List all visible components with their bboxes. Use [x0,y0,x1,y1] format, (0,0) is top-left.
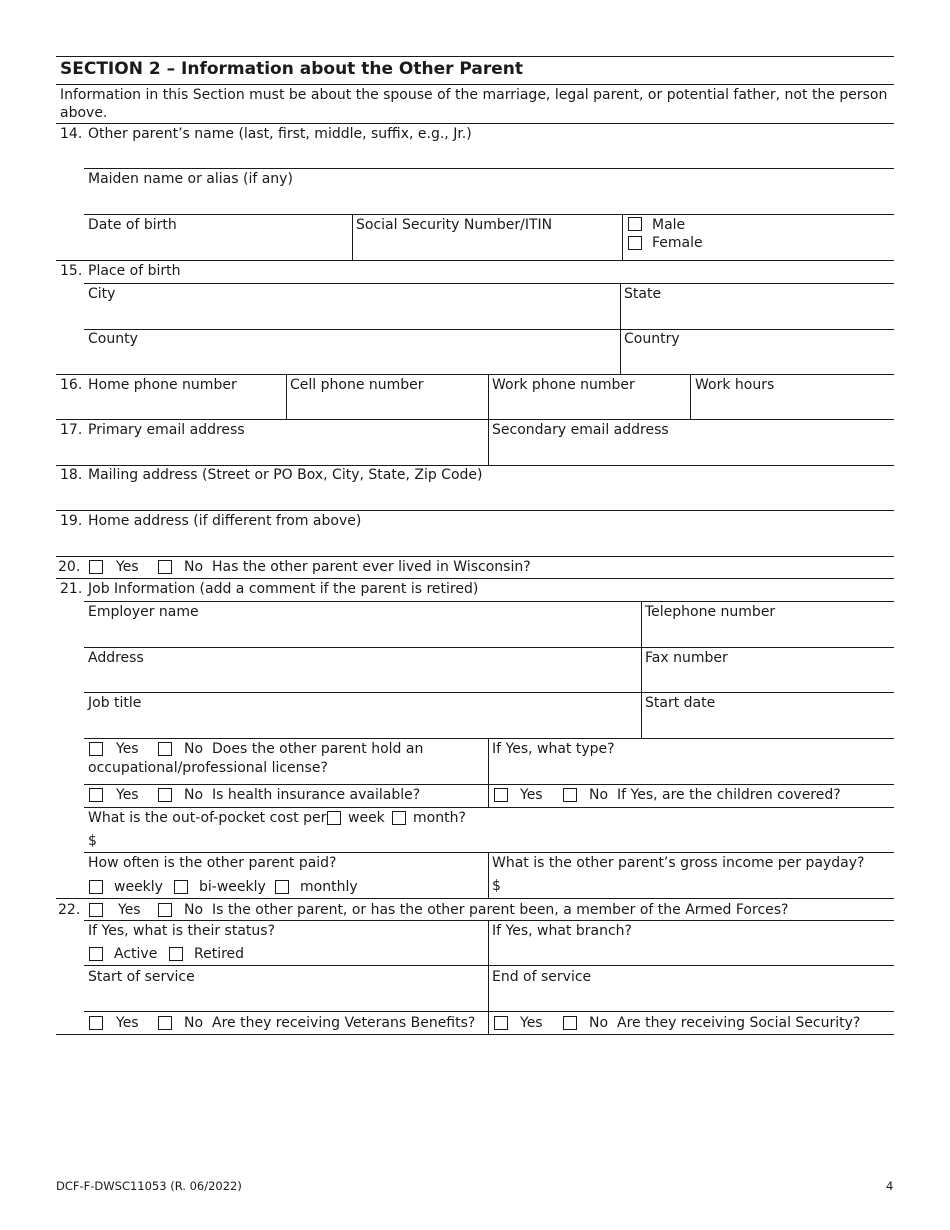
ssn-label: Social Security Number/ITIN [356,217,553,233]
week-checkbox[interactable] [327,811,341,825]
retired-label: Retired [194,946,245,962]
q19-number: 19. [60,513,83,529]
cell-phone-label: Cell phone number [290,377,424,393]
q22-number: 22. [58,902,81,918]
other-parent-name-field[interactable] [84,145,894,167]
cost-label: What is the out-of-pocket cost per [88,810,327,826]
armed-forces-no-label: No [184,902,204,918]
q20-number: 20. [58,559,81,575]
start-of-service-label: Start of service [88,969,195,985]
covered-yes-checkbox[interactable] [494,788,508,802]
cost-dollar-sign: $ [88,833,97,849]
social-security-no-checkbox[interactable] [563,1016,577,1030]
start-date-label: Start date [645,695,716,711]
veterans-yes-checkbox[interactable] [89,1016,103,1030]
page-number: 4 [886,1179,894,1193]
q16-number: 16. [60,377,83,393]
job-title-label: Job title [88,695,142,711]
veterans-yes-label: Yes [116,1015,139,1031]
wisconsin-yes-label: Yes [116,559,139,575]
insurance-question: Is health insurance available? [212,787,421,803]
covered-yes-label: Yes [520,787,543,803]
insurance-yes-label: Yes [116,787,139,803]
primary-email-label: Primary email address [88,422,245,438]
veterans-no-label: No [184,1015,204,1031]
pay-frequency-label: How often is the other parent paid? [88,855,337,871]
covered-no-checkbox[interactable] [563,788,577,802]
social-security-question: Are they receiving Social Security? [617,1015,861,1031]
license-type-field[interactable] [489,760,893,783]
q18-number: 18. [60,467,83,483]
month-checkbox[interactable] [392,811,406,825]
q21-number: 21. [60,581,83,597]
maiden-name-label: Maiden name or alias (if any) [88,171,293,187]
job-info-label: Job Information (add a comment if the parent is retired) [88,581,479,597]
license-no-label: No [184,741,204,757]
home-phone-label: Home phone number [88,377,237,393]
female-label: Female [652,235,703,251]
armed-forces-question: Is the other parent, or has the other parent been, a member of the Armed Forces? [212,902,789,918]
employer-phone-field[interactable] [642,623,893,646]
male-checkbox[interactable] [628,217,642,231]
cost-amount-field[interactable] [100,830,480,851]
job-title-field[interactable] [84,714,639,737]
dob-label: Date of birth [88,217,177,233]
wisconsin-no-checkbox[interactable] [158,560,172,574]
start-of-service-field[interactable] [84,988,487,1010]
license-yes-checkbox[interactable] [89,742,103,756]
wisconsin-no-label: No [184,559,204,575]
license-question-cont: occupational/professional license? [88,760,328,776]
secondary-email-field[interactable] [489,441,893,464]
license-yes-label: Yes [116,741,139,757]
ssn-field[interactable] [353,236,619,259]
state-label: State [624,286,662,302]
fax-field[interactable] [642,669,893,691]
employer-name-field[interactable] [84,623,639,646]
status-label: If Yes, what is their status? [88,923,276,939]
q17-number: 17. [60,422,83,438]
secondary-email-label: Secondary email address [492,422,669,438]
home-address-field[interactable] [84,532,894,555]
retired-checkbox[interactable] [169,947,183,961]
section-intro: Information in this Section must be about the spouse of the marriage, legal parent, or potential father, not the person [60,87,888,103]
work-hours-label: Work hours [695,377,775,393]
female-checkbox[interactable] [628,236,642,250]
week-label: week [348,810,385,826]
country-label: Country [624,331,680,347]
home-address-label: Home address (if different from above) [88,513,362,529]
other-parent-name-label: Other parent’s name (last, first, middle, suffix, e.g., Jr.) [88,126,472,142]
male-label: Male [652,217,686,233]
dob-field[interactable] [84,236,350,259]
cell-phone-field[interactable] [287,396,487,418]
license-type-label: If Yes, what type? [492,741,615,757]
work-phone-field[interactable] [489,396,689,418]
city-label: City [88,286,116,302]
social-security-yes-label: Yes [520,1015,543,1031]
start-date-field[interactable] [642,714,893,737]
end-of-service-label: End of service [492,969,592,985]
q14-number: 14. [60,126,83,142]
branch-field[interactable] [489,942,893,964]
license-question: Does the other parent hold an [212,741,424,757]
section-intro-cont: above. [60,105,108,121]
month-label: month? [413,810,466,826]
active-checkbox[interactable] [89,947,103,961]
social-security-yes-checkbox[interactable] [494,1016,508,1030]
armed-forces-yes-label: Yes [118,902,141,918]
weekly-label: weekly [114,879,163,895]
wisconsin-yes-checkbox[interactable] [89,560,103,574]
work-phone-label: Work phone number [492,377,635,393]
county-field[interactable] [84,350,618,373]
branch-label: If Yes, what branch? [492,923,632,939]
employer-phone-label: Telephone number [645,604,776,620]
covered-question: If Yes, are the children covered? [617,787,841,803]
weekly-checkbox[interactable] [89,880,103,894]
license-no-checkbox[interactable] [158,742,172,756]
monthly-label: monthly [300,879,358,895]
mailing-address-label: Mailing address (Street or PO Box, City, State, Zip Code) [88,467,483,483]
form-id: DCF-F-DWSC11053 (R. 06/2022) [56,1179,242,1193]
maiden-name-field[interactable] [84,190,894,213]
armed-forces-no-checkbox[interactable] [158,903,172,917]
armed-forces-yes-checkbox[interactable] [89,903,103,917]
state-field[interactable] [621,305,893,328]
q15-number: 15. [60,263,83,279]
insurance-yes-checkbox[interactable] [89,788,103,802]
county-label: County [88,331,138,347]
wisconsin-question: Has the other parent ever lived in Wisconsin? [212,559,531,575]
veterans-no-checkbox[interactable] [158,1016,172,1030]
gross-income-field[interactable] [504,875,893,897]
primary-email-field[interactable] [84,441,487,464]
city-field[interactable] [84,305,618,328]
monthly-checkbox[interactable] [275,880,289,894]
employer-address-field[interactable] [84,669,639,691]
covered-no-label: No [589,787,609,803]
work-hours-field[interactable] [691,396,893,418]
fax-label: Fax number [645,650,728,666]
section-title: SECTION 2 – Information about the Other Parent [60,59,524,79]
insurance-no-label: No [184,787,204,803]
home-phone-field[interactable] [84,396,284,418]
biweekly-label: bi-weekly [199,879,266,895]
country-field[interactable] [621,350,893,373]
veterans-question: Are they receiving Veterans Benefits? [212,1015,476,1031]
employer-name-label: Employer name [88,604,199,620]
gross-dollar-sign: $ [492,878,501,894]
social-security-no-label: No [589,1015,609,1031]
biweekly-checkbox[interactable] [174,880,188,894]
employer-address-label: Address [88,650,144,666]
insurance-no-checkbox[interactable] [158,788,172,802]
end-of-service-field[interactable] [489,988,893,1010]
gross-income-label: What is the other parent’s gross income per payday? [492,855,865,871]
active-label: Active [114,946,158,962]
mailing-address-field[interactable] [84,486,894,509]
place-of-birth-label: Place of birth [88,263,181,279]
